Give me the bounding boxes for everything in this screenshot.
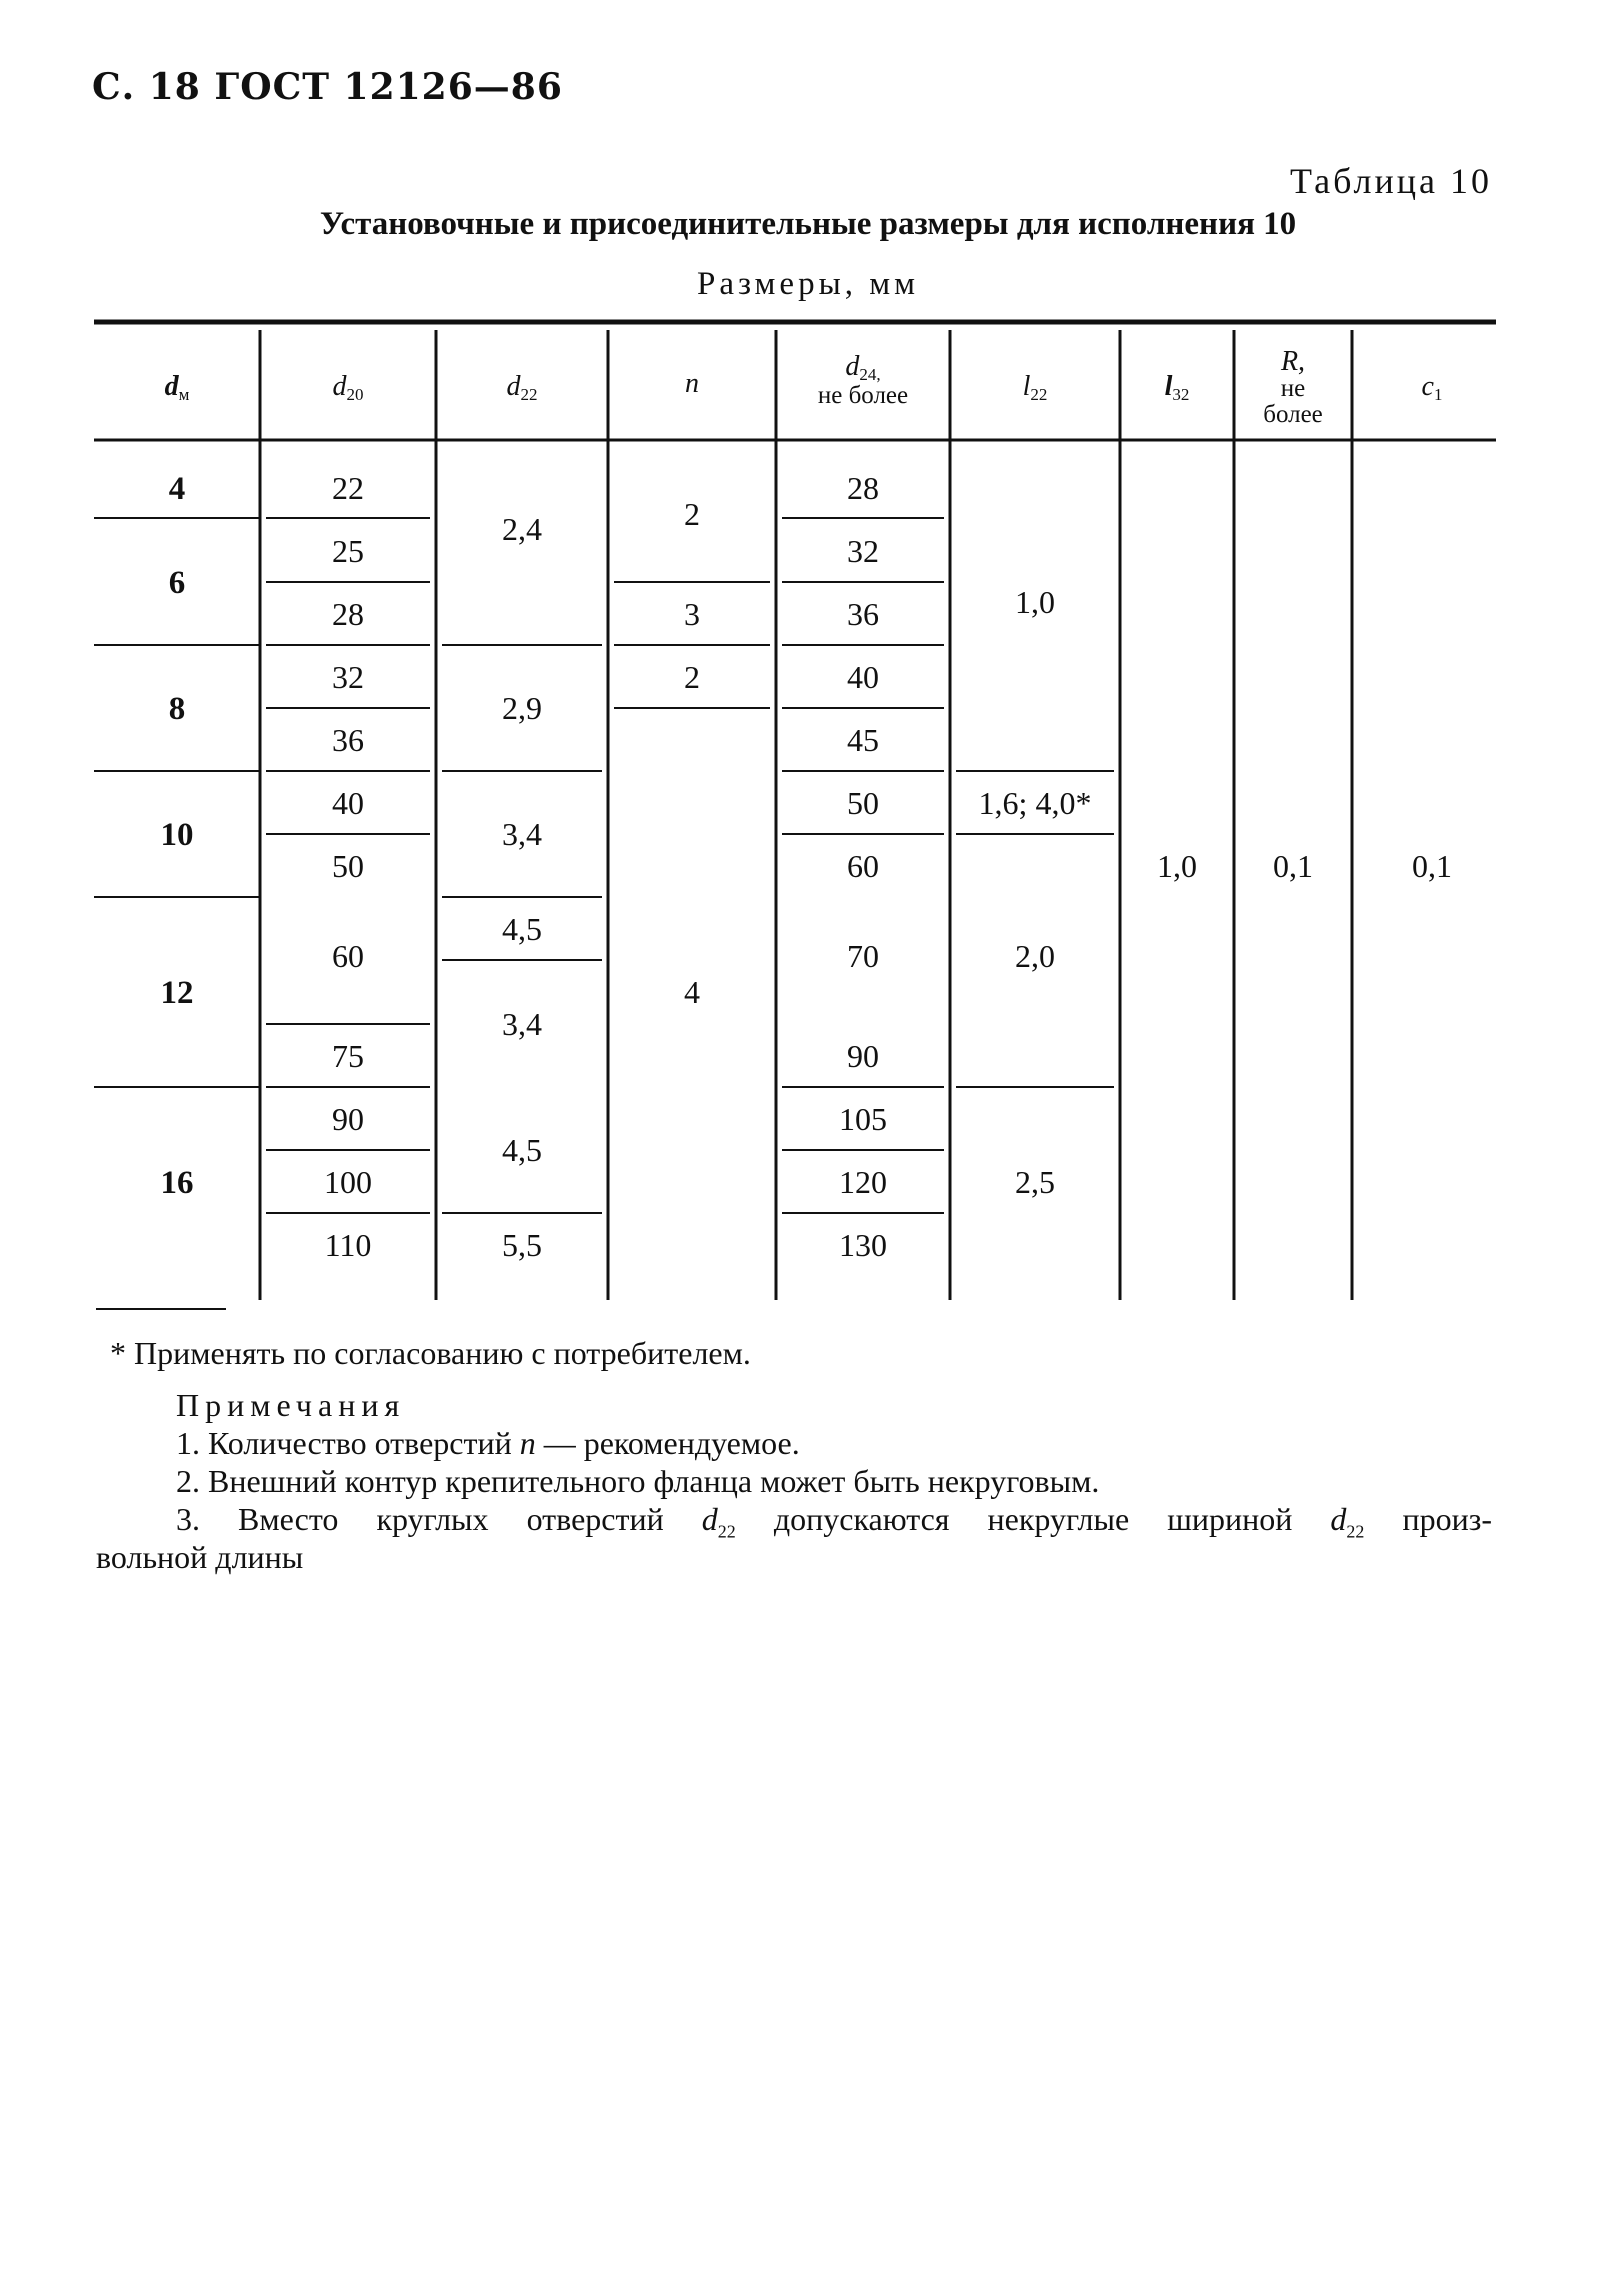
row-rules	[94, 518, 1114, 1213]
col-d22	[502, 511, 542, 1263]
col-header-R: R,	[1280, 346, 1306, 377]
table-cell: 28	[847, 470, 879, 506]
table-cell: 2	[684, 659, 700, 695]
table-cell: 28	[332, 596, 364, 632]
table-cell: 120	[839, 1164, 887, 1200]
table-cell: 1,6; 4,0*	[978, 785, 1092, 821]
col-header-R-note-1: не	[1280, 375, 1306, 402]
table-cell: 32	[847, 533, 879, 569]
col-header-R-note-2: более	[1263, 401, 1323, 428]
col-header-l32: l32	[1164, 371, 1190, 404]
table-label: Таблица 10	[1290, 161, 1492, 201]
table-cell: 3,4	[502, 1006, 542, 1042]
table-cell: 2,5	[1015, 1164, 1055, 1200]
table-cell: 60	[847, 848, 879, 884]
note-3-continued: вольной длины	[96, 1539, 304, 1575]
footnote-rule	[96, 1308, 226, 1310]
table-units: Размеры, мм	[696, 266, 920, 302]
c1-cell: 0,1	[1412, 848, 1452, 884]
table-cell: 40	[847, 659, 879, 695]
table-cell: 8	[168, 691, 186, 727]
col-header-l22: l22	[1022, 371, 1048, 404]
col-header-d24: d24,	[845, 351, 881, 384]
col-header-c1: c1	[1421, 371, 1443, 404]
table-cell: 36	[332, 722, 364, 758]
table-cell: 2,9	[502, 690, 542, 726]
footnote: * Применять по согласованию с потребителем.	[110, 1335, 751, 1371]
page-header: С. 18 ГОСТ 12126—86	[92, 66, 563, 108]
table-cell: 2,0	[1015, 938, 1055, 974]
col-d20	[324, 470, 372, 1263]
table-cell: 4	[684, 974, 700, 1010]
table-rules	[94, 322, 1496, 1300]
note-3: 3. Вместо круглых отверстий $d_{22}$ допускаются некруглые шириной $d_{22}$ произ-	[176, 1501, 1493, 1542]
table-cell: 2	[684, 496, 700, 532]
col-header-d20: d20	[332, 371, 364, 404]
note-1: 1. Количество отверстий n — рекомендуемое.	[176, 1425, 800, 1461]
table-cell: 6	[168, 565, 186, 601]
col-header-d24-note: не более	[817, 382, 909, 409]
header-row	[165, 346, 1443, 428]
table-cell: 70	[847, 938, 879, 974]
table-cell: 10	[160, 817, 194, 853]
table-cell: 45	[847, 722, 879, 758]
col-n	[684, 496, 700, 1010]
table-title: Установочные и присоединительные размеры для исполнения 10	[319, 206, 1297, 242]
table-cell: 25	[332, 533, 364, 569]
table-cell: 50	[847, 785, 879, 821]
table-cell: 22	[332, 470, 364, 506]
table-cell: 2,4	[502, 511, 542, 547]
col-dm	[161, 471, 194, 1201]
column-rules	[260, 330, 1352, 1300]
l32-cell: 1,0	[1157, 848, 1197, 884]
table-cell: 105	[839, 1101, 887, 1137]
table-cell: 60	[332, 938, 364, 974]
table-cell: 40	[332, 785, 364, 821]
table-cell: 12	[160, 975, 194, 1011]
table-cell: 4,5	[502, 1132, 542, 1168]
table-cell: 90	[847, 1038, 879, 1074]
col-header-dm: dм	[164, 371, 190, 404]
table-cell: 130	[839, 1227, 887, 1263]
table-cell: 3	[684, 596, 700, 632]
table-cell: 36	[847, 596, 879, 632]
table-cell: 3,4	[502, 816, 542, 852]
table-cell: 32	[332, 659, 364, 695]
col-d24	[839, 470, 887, 1263]
table-cell: 4,5	[502, 911, 542, 947]
table-cell: 16	[160, 1165, 194, 1201]
notes-title: Примечания	[176, 1387, 406, 1423]
table-cell: 110	[324, 1227, 372, 1263]
col-header-n: n	[685, 368, 699, 399]
col-l22	[979, 584, 1092, 1200]
table-cell: 5,5	[502, 1227, 542, 1263]
col-header-d22: d22	[506, 371, 538, 404]
table-cell: 100	[324, 1164, 372, 1200]
R-cell: 0,1	[1273, 848, 1313, 884]
note-2: 2. Внешний контур крепительного фланца может быть некруговым.	[176, 1463, 1100, 1499]
table-cell: 90	[332, 1101, 364, 1137]
table-cell: 1,0	[1015, 584, 1055, 620]
table-cell: 4	[168, 471, 186, 507]
table-cell: 75	[332, 1038, 364, 1074]
table-cell: 50	[332, 848, 364, 884]
